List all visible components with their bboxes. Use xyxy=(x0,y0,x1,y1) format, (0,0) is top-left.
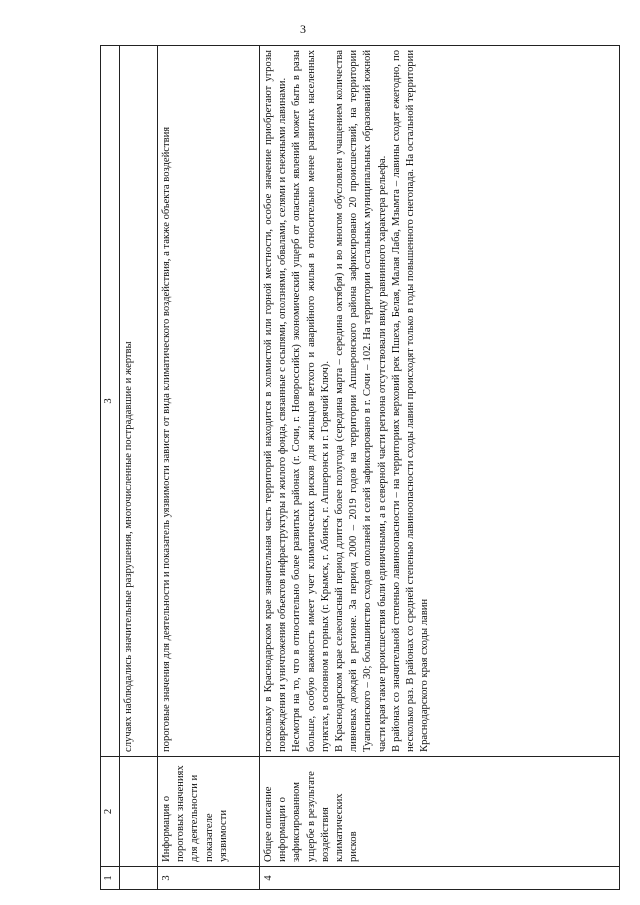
row-text xyxy=(260,46,620,757)
climate-risk-table xyxy=(100,45,620,890)
row-name xyxy=(120,757,158,867)
paragraph: В Краснодарском крае селеопасный период длится более полугода (середина марта – середина октября) и во многом обусловлен учащением количества ливневых дождей в регионе. За период 2000 – 2019 годов на территории Апшеронского района зафиксировано 20 происшествий, на территории Туапсинского – 30; большинство сходов оползней и селей зафиксировано в г. Сочи – 102. На территории остальных муниципальных образований южной части края такие происшествия были единичными, а в северной части региона отсутствовали ввиду равнинного характера рельефа. xyxy=(334,50,388,752)
table-row xyxy=(260,46,620,890)
header-col-1: 1 xyxy=(101,867,120,890)
row-number: 3 xyxy=(158,867,260,890)
table-header-row xyxy=(101,46,120,890)
table-row xyxy=(158,46,260,890)
row-name: Информация о пороговых значениях для деятельности и показателе уязвимости xyxy=(158,757,260,867)
row-number: 4 xyxy=(260,867,620,890)
row-text xyxy=(158,46,260,757)
paragraph: Несмотря на то, что в относительно более развитых районах (г. Сочи, г. Новороссийск) экономический ущерб от опасных явлений может быть в разы больше, особую важность имеет учет климатических рисков для жильцов ветхого и аварийного жилья в относительно менее развитых населенных пунктах, в основном в горных (г. Крымск, г. Абинск, г. Апшеронск и г. Горячий Ключ). xyxy=(291,50,331,752)
row-number xyxy=(120,867,158,890)
row-text xyxy=(120,46,158,757)
paragraph: пороговые значения для деятельности и показатель уязвимости зависят от вида климатического воздействия, а также объекта воздействия xyxy=(161,126,172,752)
paragraph: поскольку в Краснодарском крае значительная часть территорий находится в холмистой или горной местности, особое значение приобретают угрозы повреждения и уничтожения объектов инфраструктуры и жилого фонда, связанные с осыпями, оползнями, обвалами, селями и снежными лавинами. xyxy=(263,50,289,752)
header-col-3: 3 xyxy=(101,46,120,757)
row-name: Общее описание информации о зафиксированном ущербе в результате воздействия климатических рисков xyxy=(260,757,620,867)
rotated-table-container xyxy=(100,45,620,890)
table-row xyxy=(120,46,158,890)
page-number: 3 xyxy=(300,22,306,36)
paragraph: случаях наблюдались значительные разрушения, многочисленные пострадавшие и жертвы xyxy=(123,341,134,752)
header-col-2: 2 xyxy=(101,757,120,867)
paragraph: В районах со значительной степенью лавиноопасности – на территориях верховий рек Пшеха, Белая, Малая Лаба, Мзымта – лавины сходят ежегодно, по несколько раз. В районах со средней степенью лавиноопасности сходы лавин происходят только в годы повышенного снегопада. На остальной территории Краснодарского края сходы лавин xyxy=(390,50,431,752)
